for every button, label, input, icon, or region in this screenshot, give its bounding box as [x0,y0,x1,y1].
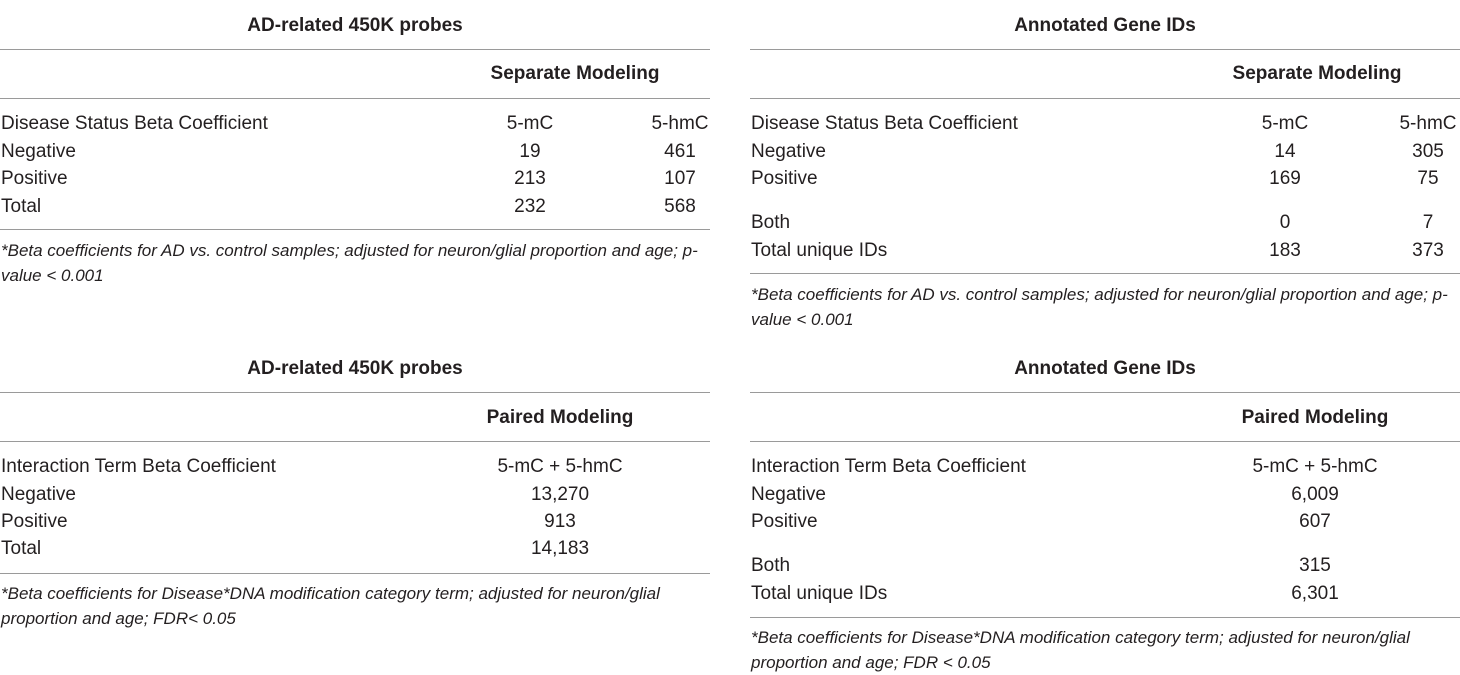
row-label: Negative [1,141,76,162]
column-header-combined: 5-mC + 5-hmC [497,456,623,477]
table-title: Annotated Gene IDs [1014,358,1196,379]
table-title: AD-related 450K probes [247,15,463,36]
cell-5mc: 19 [519,141,541,162]
divider [750,392,1460,393]
row-label: Total unique IDs [751,240,888,261]
probes-separate-table [0,0,710,330]
row-label: Positive [1,168,68,189]
column-header-5mc: 5-mC [506,113,554,134]
cell-5hmc: 107 [664,168,696,189]
row-header-label: Interaction Term Beta Coefficient [751,456,1026,477]
cell-5hmc: 75 [1417,168,1439,189]
cell-5mc: 232 [514,196,546,217]
probes-paired-table [0,344,710,674]
cell-5hmc: 461 [664,141,696,162]
column-header-combined: 5-mC + 5-hmC [1252,456,1378,477]
divider [0,441,710,442]
divider [0,98,710,99]
table-subtitle: Separate Modeling [1232,63,1402,84]
cell-5mc: 14 [1274,141,1296,162]
divider [750,441,1460,442]
table-footnote: *Beta coefficients for AD vs. control samples; adjusted for neuron/glial proportion and age; p-value < 0.001 [751,285,1448,329]
divider [750,617,1460,618]
table-title: AD-related 450K probes [247,358,463,379]
divider [750,98,1460,99]
column-header-5hmc: 5-hmC [1399,113,1457,134]
cell-5mc: 183 [1269,240,1301,261]
row-label: Total unique IDs [751,583,888,604]
cell-combined: 13,270 [530,484,590,505]
cell-combined: 913 [544,511,576,532]
row-label: Total [1,196,42,217]
cell-5mc: 213 [514,168,546,189]
divider [0,573,710,574]
row-label: Positive [1,511,68,532]
table-footnote: *Beta coefficients for AD vs. control samples; adjusted for neuron/glial proportion and age; p-value < 0.001 [1,241,698,285]
row-label: Negative [751,484,826,505]
divider [0,229,710,230]
row-label: Negative [751,141,826,162]
table-subtitle: Paired Modeling [486,407,634,428]
cell-combined: 315 [1299,555,1331,576]
row-label: Both [751,212,791,233]
row-label: Positive [751,168,818,189]
row-header-label: Interaction Term Beta Coefficient [1,456,276,477]
cell-5mc: 169 [1269,168,1301,189]
row-header-label: Disease Status Beta Coefficient [1,113,268,134]
genes-paired-table [750,344,1460,674]
divider [750,49,1460,50]
cell-combined: 607 [1299,511,1331,532]
cell-5hmc: 7 [1422,212,1434,233]
cell-combined: 6,009 [1291,484,1339,505]
row-label: Both [751,555,791,576]
divider [0,49,710,50]
genes-separate-table [750,0,1460,340]
cell-5hmc: 305 [1412,141,1444,162]
cell-5mc: 0 [1279,212,1291,233]
row-label: Total [1,538,42,559]
row-header-label: Disease Status Beta Coefficient [751,113,1018,134]
divider [0,392,710,393]
table-subtitle: Separate Modeling [490,63,660,84]
table-subtitle: Paired Modeling [1241,407,1389,428]
row-label: Positive [751,511,818,532]
table-footnote: *Beta coefficients for Disease*DNA modification category term; adjusted for neuron/glial proportion and age; FDR < 0.05 [751,628,1410,672]
row-label: Negative [1,484,76,505]
cell-combined: 14,183 [530,538,590,559]
cell-5hmc: 373 [1412,240,1444,261]
column-header-5mc: 5-mC [1261,113,1309,134]
column-header-5hmc: 5-hmC [651,113,709,134]
cell-5hmc: 568 [664,196,696,217]
table-footnote: *Beta coefficients for Disease*DNA modification category term; adjusted for neuron/glial proportion and age; FDR< 0.05 [1,584,660,628]
divider [750,273,1460,274]
cell-combined: 6,301 [1291,583,1339,604]
table-title: Annotated Gene IDs [1014,15,1196,36]
